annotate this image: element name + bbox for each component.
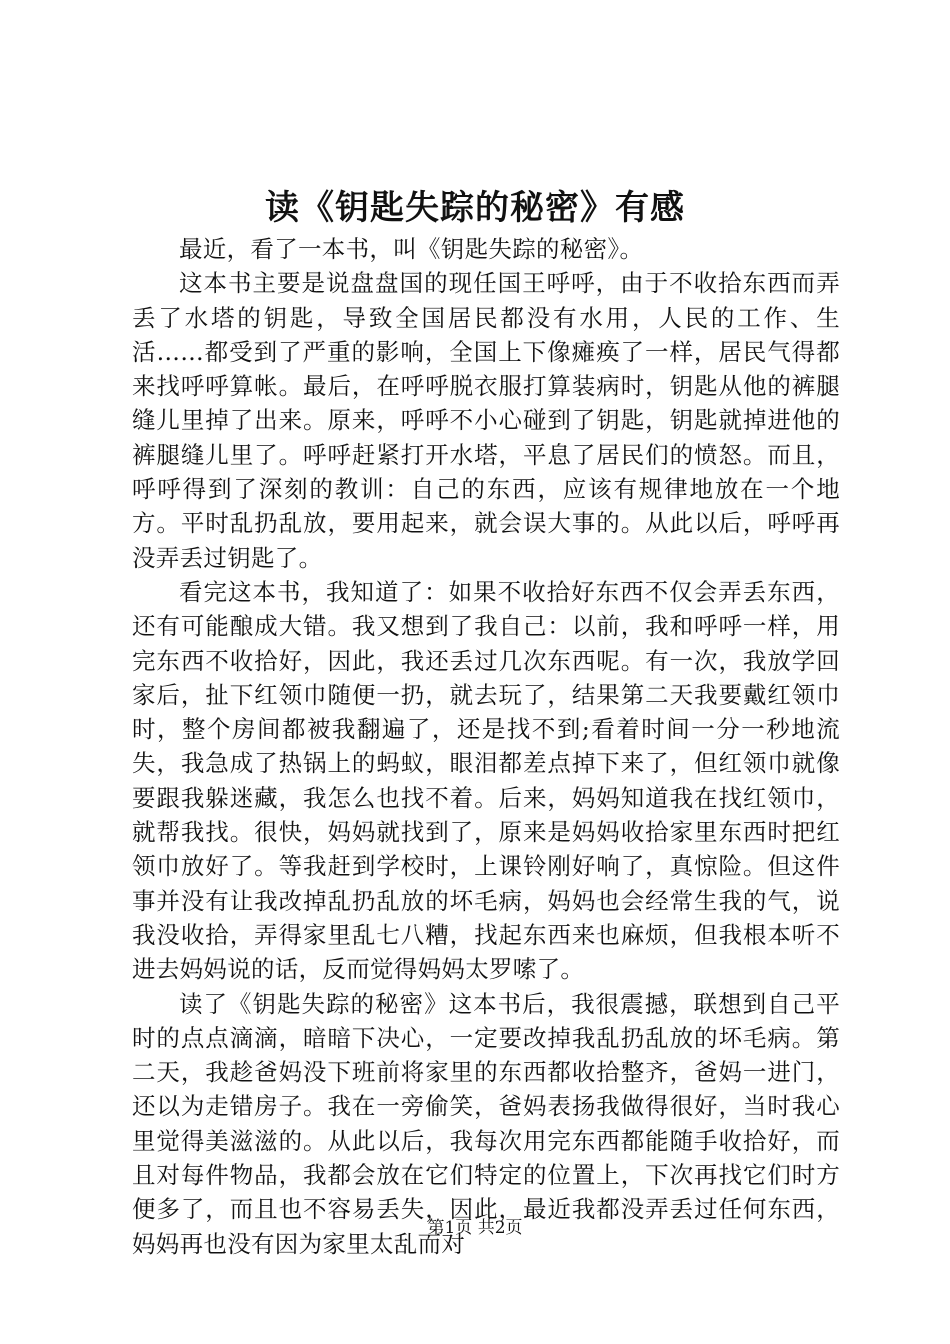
paragraph-3: 看完这本书，我知道了：如果不收拾好东西不仅会弄丢东西，还有可能酿成大错。我又想到了我自己：以前，我和呼呼一样，用完东西不收拾好，因此，我还丢过几次东西呢。有一次，我放学回家后，扯下红领巾随便一扔，就去玩了，结果第二天我要戴红领巾时，整个房间都被我翻遍了，还是找不到;看着时间一分一秒地流失，我急成了热锅上的蚂蚁，眼泪都差点掉下来了，但红领巾就像要跟我躲迷藏，我怎么也找不着。后来，妈妈知道我在找红领巾，就帮我找。很快，妈妈就找到了，原来是妈妈收拾家里东西时把红领巾放好了。等我赶到学校时，上课铃刚好响了，真惊险。但这件事并没有让我改掉乱扔乱放的坏毛病，妈妈也会经常生我的气，说我没收拾，弄得家里乱七八糟，找起东西来也麻烦，但我根本听不进去妈妈说的话，反而觉得妈妈太罗嗦了。 — [132, 577, 840, 984]
paragraph-1: 最近，看了一本书，叫《钥匙失踪的秘密》。 — [179, 235, 644, 263]
paragraph-2: 这本书主要是说盘盘国的现任国王呼呼，由于不收拾东西而弄丢了水塔的钥匙，导致全国居民都没有水用，人民的工作、生活……都受到了严重的影响，全国上下像瘫痪了一样，居民气得都来找呼呼算帐。最后，在呼呼脱衣服打算装病时，钥匙从他的裤腿缝儿里掉了出来。原来，呼呼不小心碰到了钥匙，钥匙就掉进他的裤腿缝儿里了。呼呼赶紧打开水塔，平息了居民们的愤怒。而且，呼呼得到了深刻的教训：自己的东西，应该有规律地放在一个地方。平时乱扔乱放，要用起来，就会误大事的。从此以后，呼呼再没弄丢过钥匙了。 — [132, 269, 840, 572]
paragraph-4: 读了《钥匙失踪的秘密》这本书后，我很震撼，联想到自己平时的点点滴滴，暗暗下决心，一定要改掉我乱扔乱放的坏毛病。第二天，我趁爸妈没下班前将家里的东西都收拾整齐，爸妈一进门，还以为走错房子。我在一旁偷笑，爸妈表扬我做得很好，当时我心里觉得美滋滋的。从此以后，我每次用完东西都能随手收拾好，而且对每件物品，我都会放在它们特定的位置上，下次再找它们时方便多了，而且也不容易丢失，因此，最近我都没弄丢过任何东西，妈妈再也没有因为家里太乱而对 — [132, 989, 840, 1258]
page-footer: 第1页 共2页 — [427, 1218, 523, 1238]
page-title: 读《钥匙失踪的秘密》有感 — [265, 188, 685, 228]
article-body — [132, 232, 840, 1261]
